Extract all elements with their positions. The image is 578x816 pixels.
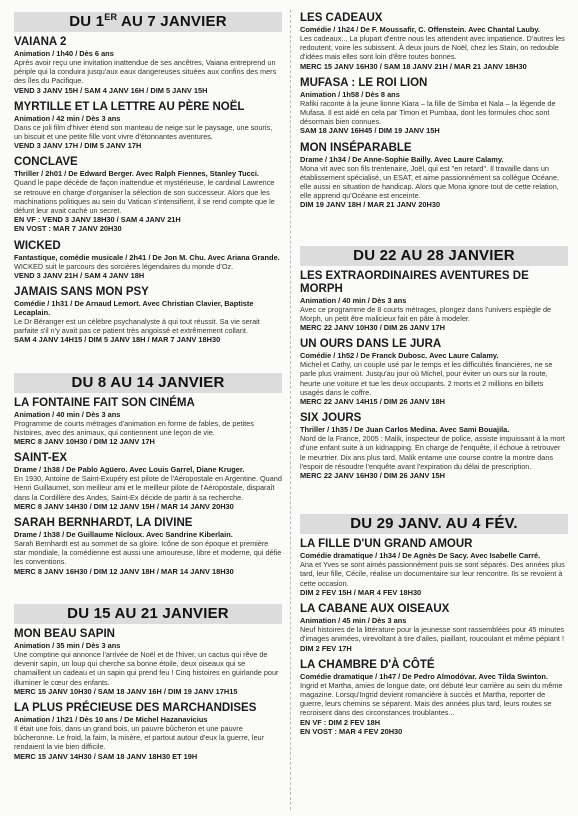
film-title: MON INSÉPARABLE [300,141,412,154]
film-meta: Animation / 1h21 / Dès 10 ans / De Michel Hazanavicius [14,714,208,724]
film-meta: Comédie dramatique / 1h47 / De Pedro Almodóvar. Avec Tilda Swinton. [300,671,548,681]
film-synopsis: Ingrid et Martha, amies de longue date, ont débuté leur carrière au sein du même magazine. Lorsqu'Ingrid devient romancière à succès et Martha, reporter de guerre, leurs chemins se séparent. Mais des années plus tard, leurs routes se recroisent dans des circonstances troublantes... [300,680,563,718]
week-title-superscript: ER [104,12,118,22]
showtimes: SAM 18 JANV 16H45 / DIM 19 JANV 15H [300,126,440,136]
film-listing-8 [14,628,282,696]
showtimes: DIM 19 JANV 18H / MAR 21 JANV 20H30 [300,200,441,210]
film-title: MYRTILLE ET LA LETTRE AU PÈRE NOËL [14,100,245,113]
film-listing-5 [14,397,282,447]
column-divider [290,10,291,810]
film-meta: Drame / 1h38 / De Guillaume Nicloux. Avec Sandrine Kiberlain. [14,530,233,540]
film-listing-11 [300,77,568,136]
week-title-start: DU 8 AU 14 JANVIER [71,373,225,391]
film-meta: Animation / 42 min / Dès 3 ans [14,113,121,123]
film-synopsis: Rafiki raconte à la jeune lionne Kiara – la fille de Simba et Nala – la légende de Mufasa. Il est aidé en cela par Timon et Pumbaa, dont les formules choc sont désormais bien connues. [300,98,556,127]
showtimes: MERC 22 JANV 14H15 / DIM 26 JANV 18H [300,397,445,407]
week-header: DU 29 JANV. AU 4 FÉV. [300,514,568,534]
film-title: LA FILLE D'UN GRAND AMOUR [300,538,473,551]
film-title: LA CABANE AUX OISEAUX [300,603,450,616]
film-title: CONCLAVE [14,156,78,169]
left-column [14,12,282,767]
showtimes: MERC 22 JANV 10H30 / DIM 26 JANV 17H [300,323,445,333]
showtimes: EN VF : VEND 3 JANV 18H30 / SAM 4 JANV 21H [14,215,181,225]
showtimes: EN VOST : MAR 4 FEV 20H30 [300,726,403,736]
showtimes: MERC 15 JANV 14H30 / SAM 18 JANV 18H30 ET 19H [14,751,198,761]
showtimes: DIM 2 FEV 15H / MAR 4 FEV 18H30 [300,587,422,597]
film-meta: Drame / 1h38 / De Pablo Agüero. Avec Louis Garrel, Diane Kruger. [14,465,245,475]
film-synopsis: Le Dr Béranger est un célèbre psychanalyste à qui tout réussit. Sa vie serait parfaite s'il n'y avait pas ce patient très angoissé et extrêmement collant. [14,317,260,336]
film-meta: Animation / 35 min / Dès 3 ans [14,640,121,650]
showtimes: EN VOST : MAR 7 JANV 20H30 [14,224,122,234]
film-meta: Thriller / 2h01 / De Edward Berger. Avec Ralph Fiennes, Stanley Tucci. [14,169,259,179]
showtimes: MERC 15 JANV 16H30 / SAM 18 JANV 21H / MAR 21 JANV 18H30 [300,61,527,71]
film-listing-1 [14,101,282,151]
film-meta: Animation / 1h40 / Dès 6 ans [14,49,114,58]
week-title-end: AU 7 JANVIER [117,13,227,30]
showtimes: MERC 8 JANV 16H30 / DIM 12 JANV 18H / MAR 14 JANV 18H30 [14,566,234,576]
film-listing-7 [14,517,282,576]
film-title: LES EXTRAORDINAIRES AVENTURES DE MORPH [300,269,529,295]
film-synopsis: WICKED suit le parcours des sorcières légendaires du monde d'Oz. [14,261,234,271]
film-meta: Animation / 40 min / Dès 3 ans [14,409,121,419]
showtimes: VEND 3 JANV 15H / SAM 4 JANV 16H / DIM 5 JANV 15H [14,85,208,95]
film-meta: Drame / 1h34 / De Anne-Sophie Bailly. Avec Laure Calamy. [300,154,504,164]
film-listing-2 [14,156,282,233]
film-synopsis: Quand le pape décède de façon inattendue et mystérieuse, le cardinal Lawrence se retrouve en charge d'organiser la sélection de son successeur. Alors que les machinations politiques au sein du Vatican s'intensifient, il se rend compte que le défunt leur avait caché un secret. [14,178,275,216]
week-header [14,12,282,32]
showtimes: EN VF : DIM 2 FEV 18H [300,717,381,727]
film-synopsis: Une comptine qui annonce l'arrivée de Noël et de l'hiver, un cactus qui rêve de devenir sapin, un loup qui cherche sa bonne étoile, deux oiseaux qui se chamaillent un cadeau et un sapin qui prend feu ! Cinq histoires en guirlande pour illuminer le cœur des enfants. [14,649,279,687]
film-meta: Thriller / 1h35 / De Juan Carlos Medina. Avec Sami Bouajila. [300,425,510,435]
film-title: WICKED [14,239,61,252]
film-title: MUFASA : LE ROI LION [300,76,428,89]
film-synopsis: Dans ce joli film d'hiver étend son manteau de neige sur le paysage, une souris, un biscuit et une petite fille vont vivre d'étonnantes aventures. [14,122,273,142]
showtimes: DIM 2 FEV 17H [300,643,352,653]
film-synopsis: Neuf histoires de la littérature pour la jeunesse sont rassemblées pour 45 minutes d'images animées, virevoltant à tire d'ailes, piaillant, roucoulant et même pépiant ! [300,625,565,644]
film-meta: Comédie / 1h52 / De Franck Dubosc. Avec Laure Calamy. [300,351,499,361]
showtimes: MERC 15 JANV 10H30 / SAM 18 JANV 16H / DIM 19 JANV 17H15 [14,686,238,696]
film-listing-13 [300,270,568,333]
film-listing-9 [14,702,282,761]
film-listing-4 [14,286,282,345]
film-listing-3 [14,240,282,280]
showtimes: MERC 8 JANV 10H30 / DIM 12 JANV 17H [14,437,155,447]
film-synopsis: Mona vit avec son fils trentenaire, Joël, qui est "en retard". Il travaille dans un établissement spécialisé, un ESAT, et aime passionnément sa collègue Océane, elle aussi en situation de handicap. Alors que Mona ignore tout de cette relation, elle apprend qu'Océane est enceinte. [300,163,560,201]
film-title: VAIANA 2 [14,36,67,48]
film-meta: Comédie / 1h24 / De F. Moussafir, C. Offenstein. Avec Chantal Lauby. [300,25,540,34]
film-synopsis: En 1930, Antoine de Saint-Exupéry est pilote de l'Aéropostale en Argentine. Quand Henri Guillaumet, son meilleur ami et le meilleur pilote de l'Aéropostale, disparaît dans la Cordillère des Andes, Saint-Ex décide de partir à sa recherche. [14,474,282,502]
film-title: LA PLUS PRÉCIEUSE DES MARCHANDISES [14,701,257,714]
film-title: JAMAIS SANS MON PSY [14,286,149,299]
film-listing-6 [14,452,282,511]
film-meta: Comédie / 1h31 / De Arnaud Lemort. Avec Christian Clavier, Baptiste Lecaplain. [14,299,254,318]
film-title: SAINT-EX [14,452,68,465]
film-title: SIX JOURS [300,412,362,425]
film-listing-16 [300,538,568,597]
showtimes: VEND 3 JANV 21H / SAM 4 JANV 18H [14,270,145,280]
film-title: LA CHAMBRE D'À CÔTÉ [300,658,435,671]
right-column [300,12,568,742]
film-listing-15 [300,412,568,480]
film-listing-0 [14,36,282,95]
film-listing-14 [300,338,568,406]
film-meta: Fantastique, comédie musicale / 2h41 / De Jon M. Chu. Avec Ariana Grande. [14,252,280,262]
film-listing-12 [300,142,568,210]
film-listing-17 [300,603,568,653]
film-listing-18 [300,659,568,736]
film-synopsis: Programme de courts métrages d'animation en forme de fables, de petites histoires, avec des animaux, qui contiennent une leçon de vie. [14,418,254,437]
film-synopsis: Avec ce programme de 8 courts métrages, plongez dans l'univers espiègle de Morph, un petit être malicieux fait en pâte à modeler. [300,304,552,323]
film-synopsis: Les cadeaux... La plupart d'entre nous les attendent avec impatience. D'autres les redoutent, voire les subissent. À deux jours de Noël, chez les Stain, on redouble d'idées mais elles sont loin d'être toutes bonnes. [300,34,565,62]
film-synopsis: Après avoir reçu une invitation inattendue de ses ancêtres, Vaiana entreprend un périple qui la conduira jusqu'aux eaux dangereuses situées aux confins des mers des îles du Pacifique. [14,58,277,86]
film-meta: Animation / 45 min / Dès 3 ans [300,616,407,626]
film-listing-10 [300,12,568,71]
showtimes: MERC 8 JANV 14H30 / DIM 12 JANV 15H / MAR 14 JANV 20H30 [14,501,234,511]
week-title-start: DU 15 AU 21 JANVIER [67,604,229,622]
film-synopsis: Michel et Cathy, un couple usé par le temps et les difficultés financières, ne se parle plus vraiment. Jusqu'au jour où Michel, pour éviter un ours sur la route, heurte une voiture et tue les deux occupants. 2 morts et 2 millions en billets usagés dans le coffre. [300,360,553,397]
week-header [14,604,282,624]
film-synopsis: Ana et Yves se sont aimés passionnément puis se sont séparés. Des années plus tard, leur fille, Cécile, réalise un documentaire sur leur rencontre. Ils se revoient à cette occasion. [300,560,565,588]
week-header [14,373,282,393]
film-synopsis: Nord de la France, 2005 : Malik, inspecteur de police, assiste impuissant à la mort d'une enfant suite à un kidnapping. En charge de l'enquête, il échoue à retrouver le meurtrier. Dix ans plus tard, Malik entame une course contre la montre dans l'espoir de résoudre l'enquête avant l'expiration du délai de prescription. [300,434,565,471]
week-header: DU 22 AU 28 JANVIER [300,246,568,266]
week-title-start: DU 1 [69,13,105,30]
film-title: UN OURS DANS LE JURA [300,338,442,351]
showtimes: SAM 4 JANV 14H15 / DIM 5 JANV 18H / MAR 7 JANV 18H30 [14,335,221,345]
film-meta: Comédie dramatique / 1h34 / De Agnès De Sacy. Avec Isabelle Carré. [300,551,541,561]
showtimes: VEND 3 JANV 17H / DIM 5 JANV 17H [14,141,142,151]
film-synopsis: Il était une fois, dans un grand bois, un pauvre bûcheron et une pauvre bûcheronne. Le froid, la faim, la misère, et partout autour d'eux la guerre, leur rendaient la vie bien difficile. [14,723,265,752]
film-title: LA FONTAINE FAIT SON CINÉMA [14,396,195,409]
film-meta: Animation / 40 min / Dès 3 ans [300,295,407,305]
film-title: MON BEAU SAPIN [14,627,115,640]
film-title: LES CADEAUX [300,12,383,24]
film-meta: Animation / 1h58 / Dès 8 ans [300,89,400,99]
film-title: SARAH BERNHARDT, LA DIVINE [14,517,193,530]
film-synopsis: Sarah Bernhardt est au sommet de sa gloire. Icône de son époque et première star mondiale, la comédienne est aussi une amoureuse, libre et moderne, qui défie les conventions. [14,539,282,567]
showtimes: MERC 22 JANV 16H30 / DIM 26 JANV 15H [300,471,445,481]
